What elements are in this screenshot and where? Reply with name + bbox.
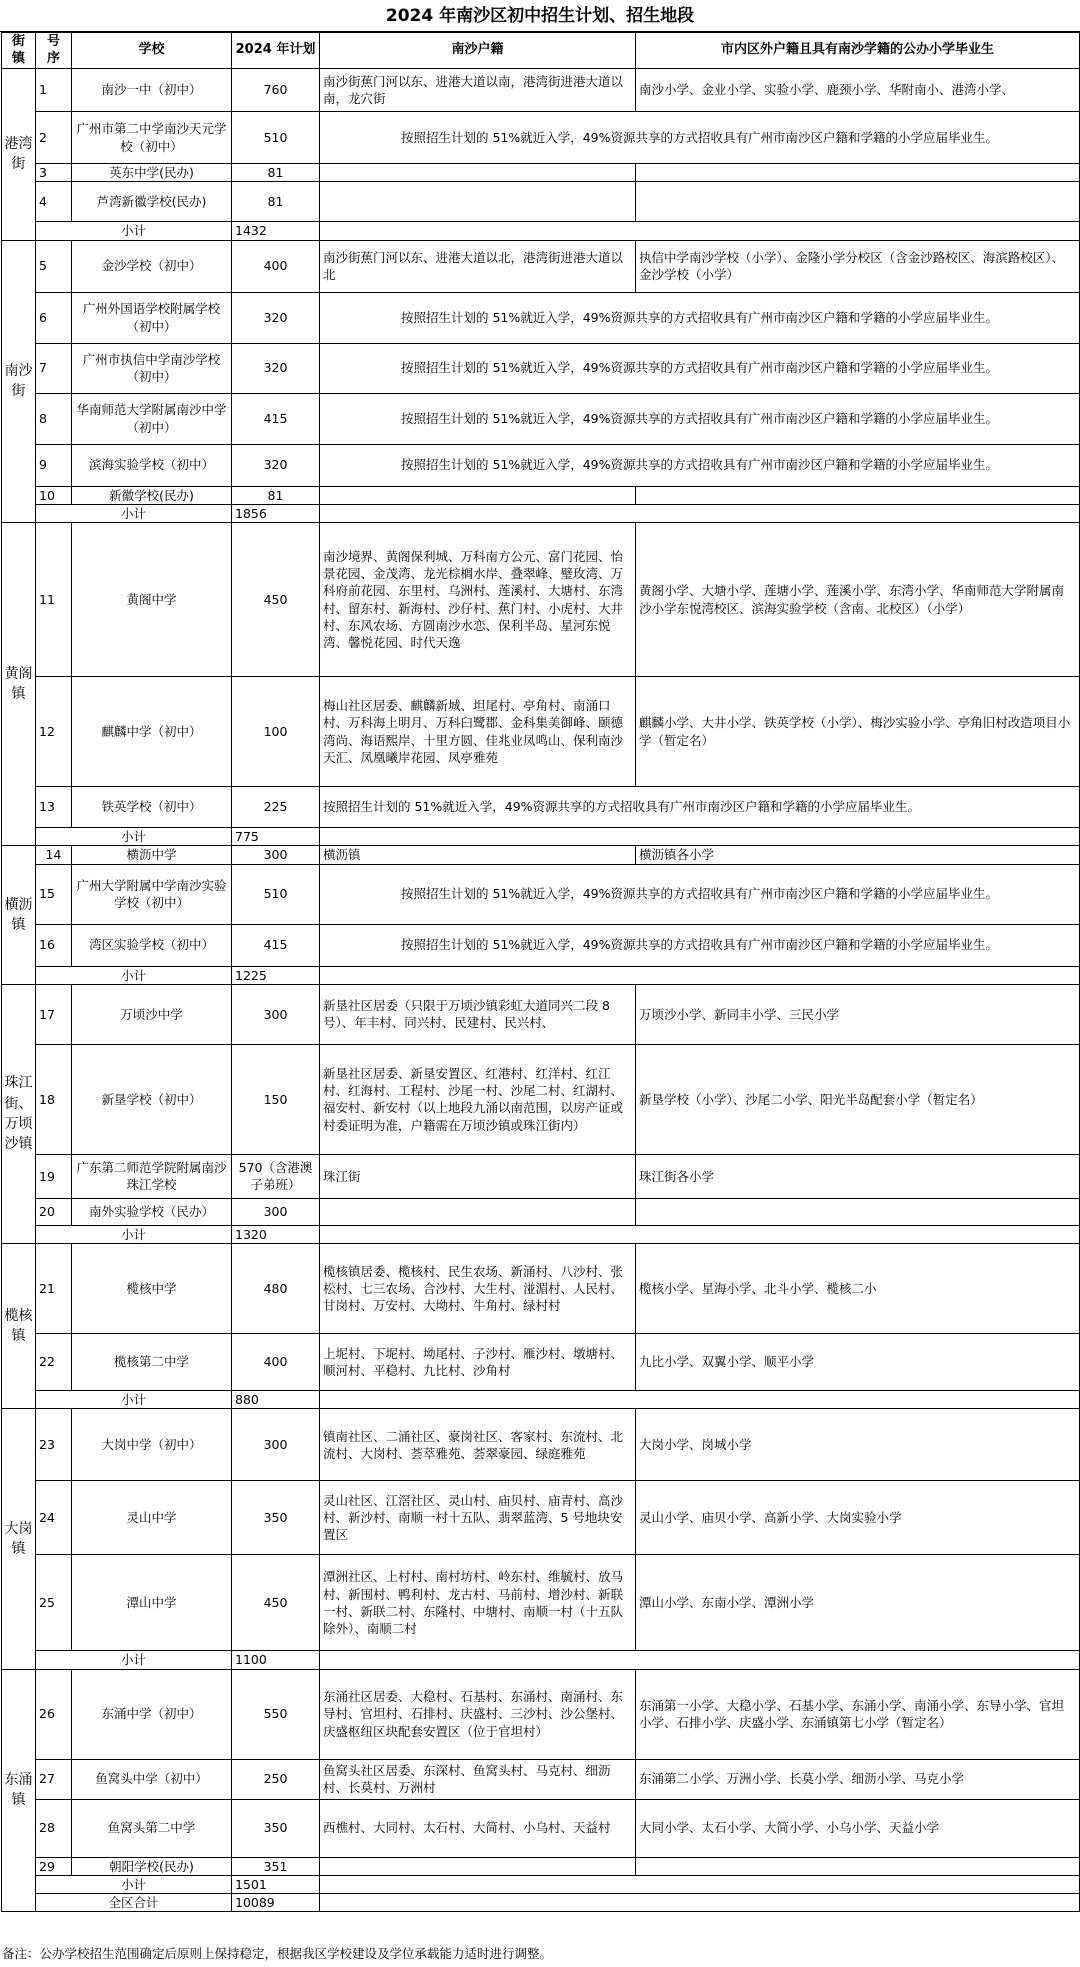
- row-no: 7: [36, 343, 72, 393]
- row-no: 17: [36, 984, 72, 1044]
- table-row: [2, 182, 1080, 222]
- subtotal-value: 775: [232, 828, 320, 846]
- subtotal-value: 1320: [232, 1225, 320, 1243]
- subtotal-value: 1856: [232, 504, 320, 522]
- subtotal-label: 小计: [36, 504, 232, 522]
- table-row: [2, 864, 1080, 924]
- local-zone: [320, 1857, 636, 1875]
- header-plan: 2024 年计划: [232, 33, 320, 69]
- school-name: 广州市第二中学南沙天元学校（初中）: [72, 112, 232, 164]
- plan-count: 351: [232, 1857, 320, 1875]
- local-zone: 按照招生计划的 51%就近入学，49%资源共享的方式招收具有广州市南沙区户籍和学籍的小学应届毕业生。: [320, 292, 1080, 343]
- row-no: 9: [36, 444, 72, 486]
- school-name: 鱼窝头第二中学: [72, 1799, 232, 1857]
- table-row: [2, 677, 1080, 787]
- plan-count: 760: [232, 69, 320, 112]
- row-no: 4: [36, 182, 72, 222]
- other-zone: 榄核小学、星海小学、北斗小学、榄核二小: [636, 1244, 1080, 1334]
- school-name: 铁英学校（初中）: [72, 787, 232, 828]
- school-name: 朝阳学校(民办): [72, 1857, 232, 1875]
- school-name: 灵山中学: [72, 1481, 232, 1555]
- school-name: 鱼窝头中学（初中）: [72, 1759, 232, 1799]
- other-zone: [636, 164, 1080, 182]
- school-name: 广东第二师范学院附属南沙珠江学校: [72, 1154, 232, 1198]
- school-name: 广州市执信中学南沙学校（初中）: [72, 343, 232, 393]
- table-row: [2, 787, 1080, 828]
- plan-count: 300: [232, 846, 320, 864]
- subtotal-value: 1225: [232, 966, 320, 984]
- subtotal-value: 1501: [232, 1875, 320, 1893]
- other-zone: 灵山小学、庙贝小学、高新小学、大岗实验小学: [636, 1481, 1080, 1555]
- row-no: 6: [36, 292, 72, 343]
- other-zone: 麒麟小学、大井小学、铁英学校（小学）、梅沙实验小学、亭角旧村改造项目小学（暂定名）: [636, 677, 1080, 787]
- district-cell: 横沥镇: [2, 846, 36, 985]
- row-no: 13: [36, 787, 72, 828]
- row-no: 19: [36, 1154, 72, 1198]
- other-zone: [636, 1198, 1080, 1225]
- subtotal-row: [2, 222, 1080, 240]
- total-value: 10089: [232, 1894, 320, 1912]
- table-row: [2, 393, 1080, 444]
- row-no: 21: [36, 1244, 72, 1334]
- table-row: [2, 924, 1080, 966]
- local-zone: 鱼窝头社区居委、东深村、鱼窝头村、马克村、细沥村、长莫村、万洲村: [320, 1759, 636, 1799]
- table-row: [2, 164, 1080, 182]
- other-zone: 新垦学校（小学）、沙尾二小学、阳光半岛配套小学（暂定名）: [636, 1044, 1080, 1154]
- local-zone: 潭洲社区、上村村、南村坊村、岭东村、维毓村、放马村、新围村、鸭利村、龙古村、马前村、增沙村、新联一村、新联二村、东隆村、中塘村、南顺一村（十五队除外）、南顺二村: [320, 1555, 636, 1651]
- other-zone: 万顷沙小学、新同丰小学、三民小学: [636, 984, 1080, 1044]
- local-zone: 镇南社区、二涌社区、豪岗社区、客家村、东流村、北流村、大岗村、荟萃雅苑、荟翠豪园、绿庭雅苑: [320, 1409, 636, 1481]
- subtotal-row: [2, 1225, 1080, 1243]
- local-zone: [320, 182, 636, 222]
- row-no: 2: [36, 112, 72, 164]
- subtotal-row: [2, 828, 1080, 846]
- local-zone: 按照招生计划的 51%就近入学，49%资源共享的方式招收具有广州市南沙区户籍和学籍的小学应届毕业生。: [320, 393, 1080, 444]
- district-cell: 大岗镇: [2, 1409, 36, 1669]
- header-other: 市内区外户籍且具有南沙学籍的公办小学毕业生: [636, 33, 1080, 69]
- row-no: 23: [36, 1409, 72, 1481]
- subtotal-label: 小计: [36, 1875, 232, 1893]
- plan-count: 250: [232, 1759, 320, 1799]
- local-zone: 灵山社区、江滘社区、灵山村、庙贝村、庙青村、高沙村、新沙村、南顺一村十五队、翡翠蓝湾、5 号地块安置区: [320, 1481, 636, 1555]
- plan-count: 510: [232, 112, 320, 164]
- school-name: 大岗中学（初中）: [72, 1409, 232, 1481]
- total-label: 全区合计: [36, 1894, 232, 1912]
- subtotal-label: 小计: [36, 222, 232, 240]
- row-no: 28: [36, 1799, 72, 1857]
- local-zone: 横沥镇: [320, 846, 636, 864]
- other-zone: 大同小学、太石小学、大简小学、小乌小学、天益小学: [636, 1799, 1080, 1857]
- district-cell: 黄阁镇: [2, 523, 36, 846]
- other-zone: [636, 182, 1080, 222]
- school-name: 新垦学校（初中）: [72, 1044, 232, 1154]
- local-zone: 按照招生计划的 51%就近入学，49%资源共享的方式招收具有广州市南沙区户籍和学籍的小学应届毕业生。: [320, 343, 1080, 393]
- local-zone: 按照招生计划的 51%就近入学，49%资源共享的方式招收具有广州市南沙区户籍和学籍的小学应届毕业生。: [320, 864, 1080, 924]
- subtotal-value: 1432: [232, 222, 320, 240]
- subtotal-label: 小计: [36, 1651, 232, 1669]
- local-zone: 新垦社区居委（只限于万顷沙镇彩虹大道同兴二段 8 号）、年丰村、同兴村、民建村、民兴村、: [320, 984, 636, 1044]
- plan-count: 510: [232, 864, 320, 924]
- district-cell: 珠江街、万顷沙镇: [2, 984, 36, 1243]
- table-row: [2, 343, 1080, 393]
- row-no: 1: [36, 69, 72, 112]
- row-no: 20: [36, 1198, 72, 1225]
- local-zone: 南沙境界、黄阁保利城、万科南方公元、富门花园、怡景花园、金茂湾、龙光棕榈水岸、叠翠峰、璧玫湾、万科府前花园、东里村、乌洲村、莲溪村、大塘村、东湾村、留东村、新海村、沙仔村、蕉门村、小虎村、大井村、东风农场、方圆南沙水恋、保利半岛、星河东悦湾、馨悦花园、时代天逸: [320, 523, 636, 677]
- plan-count: 415: [232, 924, 320, 966]
- row-no: 14: [36, 846, 72, 864]
- school-name: 万顷沙中学: [72, 984, 232, 1044]
- other-zone: 执信中学南沙学校（小学）、金隆小学分校区（含金沙路校区、海滨路校区）、金沙学校（小学）: [636, 240, 1080, 292]
- district-cell: 港湾街: [2, 69, 36, 241]
- local-zone: 按照招生计划的 51%就近入学，49%资源共享的方式招收具有广州市南沙区户籍和学籍的小学应届毕业生。: [320, 444, 1080, 486]
- header-district: 街 镇: [2, 33, 36, 69]
- row-no: 25: [36, 1555, 72, 1651]
- plan-count: 225: [232, 787, 320, 828]
- other-zone: 南沙小学、金业小学、实验小学、鹿颈小学、华附南小、港湾小学、: [636, 69, 1080, 112]
- school-name: 金沙学校（初中）: [72, 240, 232, 292]
- district-cell: 东涌镇: [2, 1669, 36, 1912]
- school-name: 湾区实验学校（初中）: [72, 924, 232, 966]
- table-row: [2, 1759, 1080, 1799]
- local-zone: 按照招生计划的 51%就近入学，49%资源共享的方式招收具有广州市南沙区户籍和学籍的小学应届毕业生。: [320, 787, 1080, 828]
- plan-count: 320: [232, 343, 320, 393]
- plan-count: 400: [232, 1334, 320, 1391]
- enrollment-table: [1, 32, 1080, 1912]
- subtotal-label: 小计: [36, 1225, 232, 1243]
- row-no: 8: [36, 393, 72, 444]
- local-zone: 按照招生计划的 51%就近入学，49%资源共享的方式招收具有广州市南沙区户籍和学籍的小学应届毕业生。: [320, 924, 1080, 966]
- plan-count: 81: [232, 164, 320, 182]
- header-local: 南沙户籍: [320, 33, 636, 69]
- table-row: [2, 846, 1080, 864]
- district-cell: 南沙街: [2, 240, 36, 523]
- other-zone: [636, 1857, 1080, 1875]
- table-row: [2, 1669, 1080, 1759]
- table-row: [2, 69, 1080, 112]
- school-name: 新徽学校(民办): [72, 486, 232, 504]
- table-header-row: [2, 33, 1080, 69]
- school-name: 南沙一中（初中）: [72, 69, 232, 112]
- plan-count: 81: [232, 182, 320, 222]
- local-zone: 东涌社区居委、大稳村、石基村、东涌村、南涌村、东导村、官坦村、石排村、庆盛村、三沙村、沙公堡村、庆盛枢纽区块配套安置区（位于官坦村）: [320, 1669, 636, 1759]
- local-zone: [320, 486, 636, 504]
- local-zone: 新垦社区居委、新垦安置区、红港村、红洋村、红江村、红海村、工程村、沙尾一村、沙尾二村、红湖村、福安村、新安村（以上地段九涌以南范围，以房产证或村委证明为准，户籍需在万顷沙镇或珠江街内）: [320, 1044, 636, 1154]
- plan-count: 400: [232, 240, 320, 292]
- subtotal-label: 小计: [36, 1391, 232, 1409]
- school-name: 榄核中学: [72, 1244, 232, 1334]
- row-no: 24: [36, 1481, 72, 1555]
- local-zone: 珠江街: [320, 1154, 636, 1198]
- table-row: [2, 1481, 1080, 1555]
- school-name: 横沥中学: [72, 846, 232, 864]
- plan-count: 320: [232, 444, 320, 486]
- table-row: [2, 1409, 1080, 1481]
- table-row: [2, 1799, 1080, 1857]
- local-zone: 梅山社区居委、麒麟新城、坦尾村、亭角村、南涌口村、万科海上明月、万科臼鹭郡、金科集美御峰、颐德湾尚、海语熙岸、十里方圆、佳兆业凤鸣山、保利南沙天汇、凤凰曦岸花园、凤亭雅苑: [320, 677, 636, 787]
- plan-count: 450: [232, 1555, 320, 1651]
- row-no: 27: [36, 1759, 72, 1799]
- school-name: 广州大学附属中学南沙实验学校（初中）: [72, 864, 232, 924]
- other-zone: 珠江街各小学: [636, 1154, 1080, 1198]
- row-no: 18: [36, 1044, 72, 1154]
- other-zone: 潭山小学、东南小学、潭洲小学: [636, 1555, 1080, 1651]
- row-no: 11: [36, 523, 72, 677]
- school-name: 芦湾新徽学校(民办): [72, 182, 232, 222]
- plan-count: 450: [232, 523, 320, 677]
- row-no: 22: [36, 1334, 72, 1391]
- school-name: 南外实验学校（民办）: [72, 1198, 232, 1225]
- school-name: 东涌中学（初中）: [72, 1669, 232, 1759]
- plan-count: 570（含港澳子弟班）: [232, 1154, 320, 1198]
- row-no: 15: [36, 864, 72, 924]
- other-zone: 东涌第一小学、大稳小学、石基小学、东涌小学、南涌小学、东导小学、官坦小学、石排小学、庆盛小学、东涌镇第七小学（暂定名）: [636, 1669, 1080, 1759]
- table-row: [2, 984, 1080, 1044]
- table-row: [2, 1154, 1080, 1198]
- local-zone: [320, 164, 636, 182]
- table-row: [2, 1198, 1080, 1225]
- table-row: [2, 292, 1080, 343]
- row-no: 16: [36, 924, 72, 966]
- plan-count: 100: [232, 677, 320, 787]
- school-name: 黄阁中学: [72, 523, 232, 677]
- other-zone: 九比小学、双翼小学、顺平小学: [636, 1334, 1080, 1391]
- table-row: [2, 523, 1080, 677]
- district-cell: 榄核镇: [2, 1244, 36, 1409]
- footnote: 备注：公办学校招生范围确定后原则上保持稳定，根据我区学校建设及学位承载能力适时进行调整。: [2, 1946, 553, 1961]
- school-name: 英东中学(民办): [72, 164, 232, 182]
- local-zone: 南沙街蕉门河以东、进港大道以南，港湾街进港大道以南，龙穴街: [320, 69, 636, 112]
- other-zone: 东涌第二小学、万洲小学、长莫小学、细沥小学、马克小学: [636, 1759, 1080, 1799]
- plan-count: 550: [232, 1669, 320, 1759]
- row-no: 3: [36, 164, 72, 182]
- table-row: [2, 1555, 1080, 1651]
- school-name: 麒麟中学（初中）: [72, 677, 232, 787]
- subtotal-value: 880: [232, 1391, 320, 1409]
- page-title: 2024 年南沙区初中招生计划、招生地段: [0, 0, 1080, 32]
- plan-count: 300: [232, 1409, 320, 1481]
- plan-count: 480: [232, 1244, 320, 1334]
- school-name: 榄核第二中学: [72, 1334, 232, 1391]
- other-zone: 黄阁小学、大塘小学、莲塘小学、莲溪小学、东湾小学、华南师范大学附属南沙小学东悦湾校区、滨海实验学校（含南、北校区）（小学）: [636, 523, 1080, 677]
- plan-count: 320: [232, 292, 320, 343]
- total-row: [2, 1894, 1080, 1912]
- subtotal-row: [2, 1391, 1080, 1409]
- row-no: 29: [36, 1857, 72, 1875]
- header-no: 号 序: [36, 33, 72, 69]
- other-zone: 大岗小学、岗城小学: [636, 1409, 1080, 1481]
- local-zone: 南沙街蕉门河以东、进港大道以北，港湾街进港大道以北: [320, 240, 636, 292]
- subtotal-label: 小计: [36, 828, 232, 846]
- subtotal-value: 1100: [232, 1651, 320, 1669]
- subtotal-row: [2, 966, 1080, 984]
- table-row: [2, 112, 1080, 164]
- table-row: [2, 1334, 1080, 1391]
- local-zone: 西樵村、大同村、太石村、大简村、小乌村、天益村: [320, 1799, 636, 1857]
- table-row: [2, 1857, 1080, 1875]
- local-zone: 榄核镇居委、榄核村、民生农场、新涌村、八沙村、张松村、七三农场、合沙村、大生村、湴湄村、人民村、甘岗村、万安村、大坳村、牛角村、绿村村: [320, 1244, 636, 1334]
- subtotal-row: [2, 1651, 1080, 1669]
- school-name: 潭山中学: [72, 1555, 232, 1651]
- other-zone: [636, 486, 1080, 504]
- plan-count: 300: [232, 1198, 320, 1225]
- school-name: 滨海实验学校（初中）: [72, 444, 232, 486]
- plan-count: 81: [232, 486, 320, 504]
- table-row: [2, 240, 1080, 292]
- subtotal-label: 小计: [36, 966, 232, 984]
- local-zone: 上坭村、下坭村、坳尾村、子沙村、雁沙村、墩塘村、顺河村、平稳村、九比村、沙角村: [320, 1334, 636, 1391]
- row-no: 10: [36, 486, 72, 504]
- subtotal-row: [2, 1875, 1080, 1893]
- table-row: [2, 444, 1080, 486]
- header-school: 学校: [72, 33, 232, 69]
- table-row: [2, 1044, 1080, 1154]
- school-name: 广州外国语学校附属学校（初中）: [72, 292, 232, 343]
- plan-count: 300: [232, 984, 320, 1044]
- plan-count: 150: [232, 1044, 320, 1154]
- table-row: [2, 486, 1080, 504]
- plan-count: 415: [232, 393, 320, 444]
- local-zone: 按照招生计划的 51%就近入学，49%资源共享的方式招收具有广州市南沙区户籍和学籍的小学应届毕业生。: [320, 112, 1080, 164]
- other-zone: 横沥镇各小学: [636, 846, 1080, 864]
- local-zone: [320, 1198, 636, 1225]
- plan-count: 350: [232, 1799, 320, 1857]
- row-no: 5: [36, 240, 72, 292]
- row-no: 12: [36, 677, 72, 787]
- school-name: 华南师范大学附属南沙中学（初中）: [72, 393, 232, 444]
- table-row: [2, 1244, 1080, 1334]
- subtotal-row: [2, 504, 1080, 522]
- row-no: 26: [36, 1669, 72, 1759]
- plan-count: 350: [232, 1481, 320, 1555]
